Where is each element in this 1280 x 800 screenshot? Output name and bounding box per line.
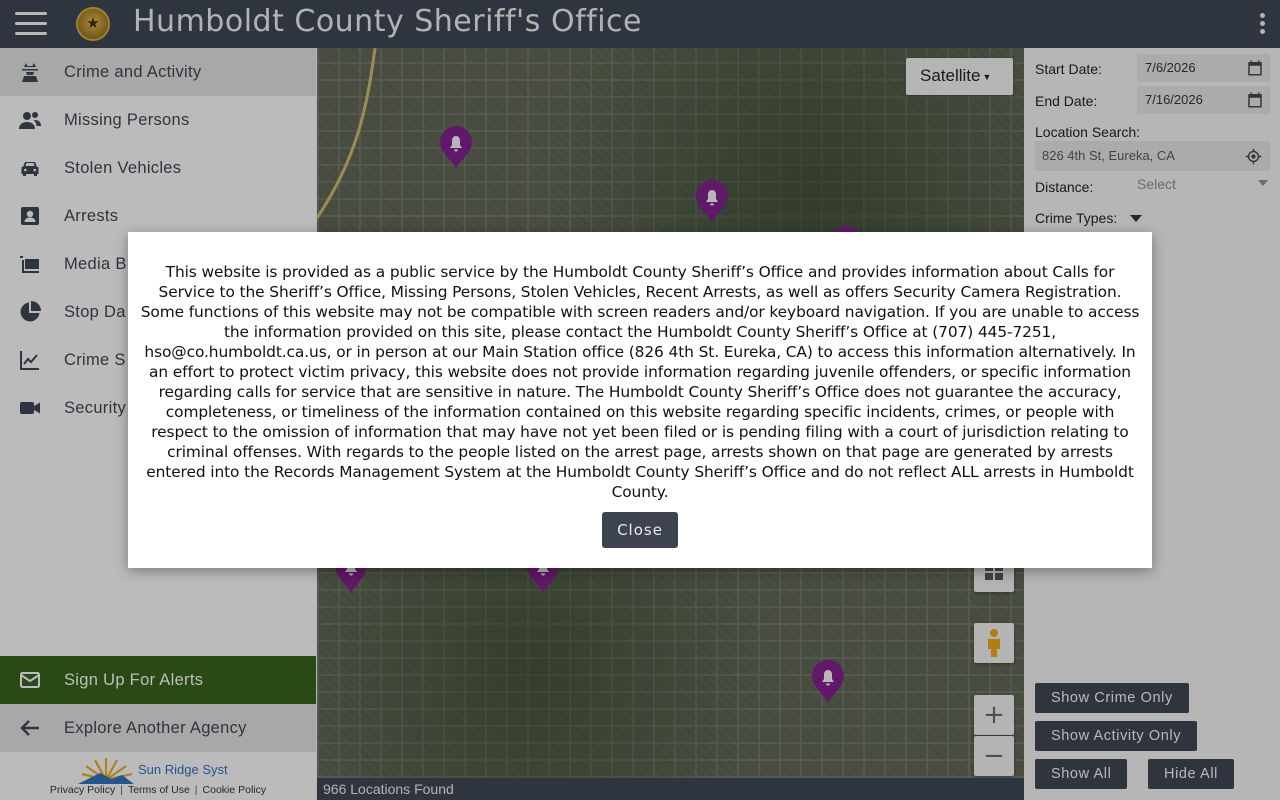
sidebar-item-label: Security [64,398,127,417]
hide-all-button[interactable]: Hide All [1148,759,1234,789]
show-all-button[interactable]: Show All [1035,759,1127,789]
logo-text: Sun Ridge Syst [138,762,228,777]
minus-icon: − [983,741,1005,771]
alerts-label: Sign Up For Alerts [64,670,204,689]
disclaimer-text: This website is provided as a public service by the Humboldt County Sheriff’s Office and provides information about Calls for Service to the Sheriff’s Office, Missing Persons, Stolen Vehicles, Recent Arrests, as well as offers Security Camera Registration. Some functions of this website may not be compatible with screen readers and/or keyboard navigation. If you are unable to access the information provided on this site, please contact the Humboldt County Sheriff’s Office at (707) 445-7251, hso@co.humboldt.ca.us, or in person at our Main Station office (826 4th St. Eureka, CA) to access this information alternatively. In an effort to protect victim privacy, this website does not provide information regarding juvenile offenders, or specific information regarding calls for service that are sensitive in nature. The Humboldt County Sheriff’s Office does not guarantee the accuracy, completeness, or timeliness of the information contained on this website regarding specific incidents, crimes, or people with respect to the omission of information that may have not yet been filed or is pending filing with a court of jurisdiction relating to criminal offenses. With regards to the people listed on the arrest page, arrests shown on that page are generated by arrests entered into the Records Management System at the Humboldt County Sheriff’s Office and do not reflect ALL arrests in Humboldt County. [140,263,1140,501]
location-search-label: Location Search: [1035,124,1141,140]
end-date-label: End Date: [1035,93,1098,109]
agency-label: Explore Another Agency [64,718,247,737]
show-crime-only-button[interactable]: Show Crime Only [1035,683,1189,713]
sidebar-item-label: Stolen Vehicles [64,158,182,177]
separator: | [194,784,198,796]
close-button[interactable]: Close [602,512,678,548]
sidebar-item-label: Missing Persons [64,110,190,129]
sidebar-item-label: Crime S [64,350,126,369]
end-date-value: 7/16/2026 [1145,92,1203,107]
distance-placeholder: Select [1137,176,1176,192]
caret-down-icon: ▼ [982,71,992,82]
sidebar-item-label: Arrests [64,206,119,225]
map-type-label: Satellite [920,66,981,85]
privacy-policy-link[interactable]: Privacy Policy [49,784,116,796]
start-date-label: Start Date: [1035,61,1102,77]
terms-of-use-link[interactable]: Terms of Use [127,784,190,796]
start-date-value: 7/6/2026 [1145,60,1196,75]
plus-icon: + [983,700,1005,730]
sidebar-item-label: Media B [64,254,127,273]
show-activity-only-button[interactable]: Show Activity Only [1035,721,1197,751]
distance-label: Distance: [1035,179,1094,195]
locations-status: 966 Locations Found [317,778,1024,800]
disclaimer-dialog [128,232,1152,568]
location-value: 826 4th St, Eureka, CA [1042,148,1175,163]
cookie-policy-link[interactable]: Cookie Policy [202,784,267,796]
sidebar-item-label: Crime and Activity [64,62,202,81]
crime-types-label: Crime Types: [1035,210,1118,226]
separator: | [120,784,123,796]
page-title: Humboldt County Sheriff's Office [133,4,642,39]
sidebar-item-label: Stop Da [64,302,126,321]
